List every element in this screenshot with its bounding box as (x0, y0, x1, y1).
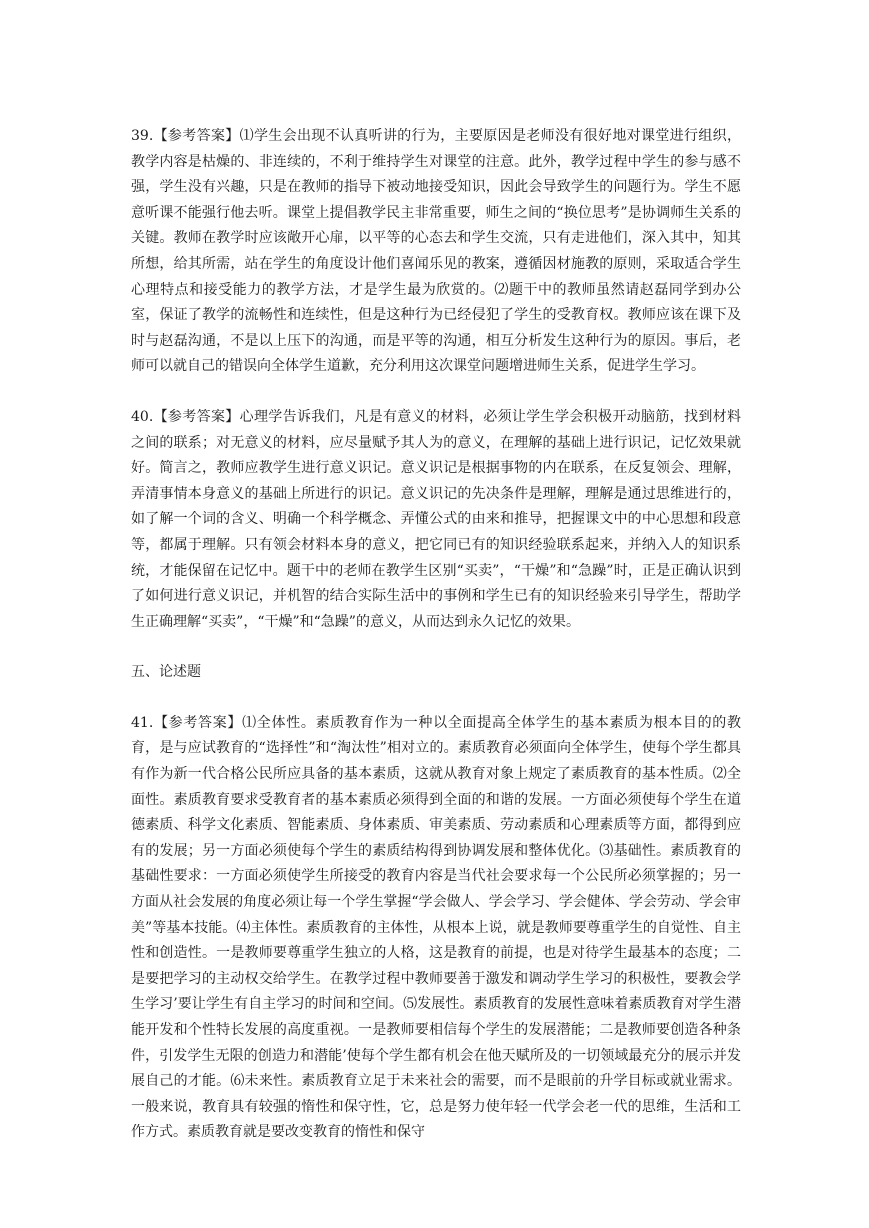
paragraph-gap (131, 380, 741, 405)
paragraph-gap (131, 686, 741, 711)
answer-39: 39.【参考答案】⑴学生会出现不认真听讲的行为，主要原因是老师没有很好地对课堂进行组织，教学内容是枯燥的、非连续的，不利于维持学生对课堂的注意。此外，教学过程中学生的参与感不强，学生没有兴趣，只是在教师的指导下被动地接受知识，因此会导致学生的问题行为。学生不愿意听课不能强行他去听。课堂上提倡教学民主非常重要，师生之间的“换位思考”是协调师生关系的关键。教师在教学时应该敞开心扉，以平等的心态去和学生交流，只有走进他们，深入其中，知其所想，给其所需，站在学生的角度设计他们喜闻乐见的教案，遵循因材施教的原则，采取适合学生心理特点和接受能力的教学方法，才是学生最为欣赏的。⑵题干中的教师虽然请赵磊同学到办公室，保证了教学的流畅性和连续性，但是这种行为已经侵犯了学生的受教育权。教师应该在课下及时与赵磊沟通，不是以上压下的沟通，而是平等的沟通，相互分析发生这种行为的原因。事后，老师可以就自己的错误向全体学生道歉，充分利用这次课堂问题增进师生关系，促进学生学习。 (131, 128, 741, 375)
answer-40: 40.【参考答案】心理学告诉我们，凡是有意义的材料，必须让学生学会积极开动脑筋，找到材料之间的联系；对无意义的材料，应尽量赋予其人为的意义，在理解的基础上进行识记，记忆效果就好。简言之，教师应教学生进行意义识记。意义识记是根据事物的内在联系，在反复领会、理解，弄清事情本身意义的基础上所进行的识记。意义识记的先决条件是理解，理解是通过思维进行的，如了解一个词的含义、明确一个科学概念、弄懂公式的由来和推导，把握课文中的中心思想和段意等，都属于理解。只有领会材料本身的意义，把它同已有的知识经验联系起来，并纳入人的知识系统，才能保留在记忆中。题干中的老师在教学生区别“买卖”，“干燥”和“急躁”时，正是正确认识到了如何进行意义识记，并机智的结合实际生活中的事例和学生已有的知识经验来引导学生，帮助学生正确理解“买卖”，“干燥”和“急躁”的意义，从而达到永久记忆的效果。 (131, 408, 741, 630)
section-heading: 五、论述题 (131, 664, 201, 681)
document-page (131, 124, 741, 1146)
paragraph-gap (131, 635, 741, 660)
answer-41: 41.【参考答案】⑴全体性。素质教育作为一种以全面提高全体学生的基本素质为根本目的的教育，是与应试教育的“选择性”和“淘汰性”相对立的。素质教育必须面向全体学生，使每个学生都具有作为新一代合格公民所应具备的基本素质，这就从教育对象上规定了素质教育的基本性质。⑵全面性。素质教育要求受教育者的基本素质必须得到全面的和谐的发展。一方面必须使每个学生在道德素质、科学文化素质、智能素质、身体素质、审美素质、劳动素质和心理素质等方面，都得到应有的发展；另一方面必须使每个学生的素质结构得到协调发展和整体优化。⑶基础性。素质教育的基础性要求：一方面必须使学生所接受的教育内容是当代社会要求每一个公民所必须掌握的；另一方面从社会发展的角度必须让每一个学生掌握“学会做人、学会学习、学会健体、学会劳动、学会审美”等基本技能。⑷主体性。素质教育的主体性，从根本上说，就是教师要尊重学生的自觉性、自主性和创造性。一是教师要尊重学生独立的人格，这是教育的前提，也是对待学生最基本的态度；二是要把学习的主动权交给学生。在教学过程中教师要善于激发和调动学生学习的积极性，要教会学生学习’要让学生有自主学习的时间和空间。⑸发展性。素质教育的发展性意味着素质教育对学生潜能开发和个性特长发展的高度重视。一是教师要相信每个学生的发展潜能；二是教师要创造各种条件，引发学生无限的创造力和潜能’使每个学生都有机会在他天赋所及的一切领域最充分的展示并发展自己的才能。⑹未来性。素质教育立足于未来社会的需要，而不是眼前的升学目标或就业需求。一般来说，教育具有较强的惰性和保守性，它，总是努力使年轻一代学会老一代的思维，生活和工作方式。素质教育就是要改变教育的惰性和保守 (131, 714, 741, 1141)
